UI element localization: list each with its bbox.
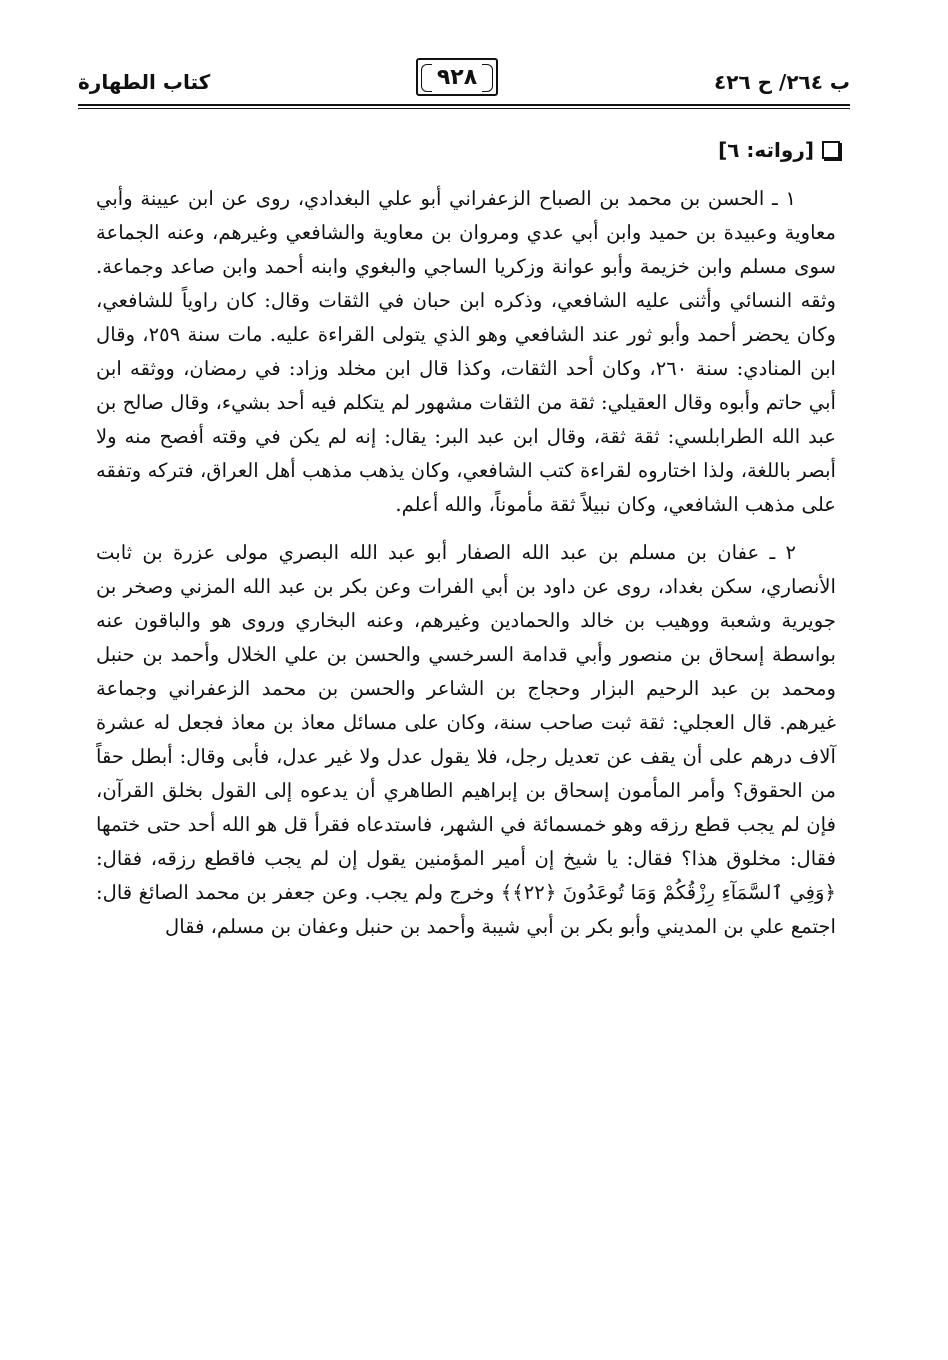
book-title: كتاب الطهارة — [78, 70, 211, 94]
narrator-paragraph: ٢ ـ عفان بن مسلم بن عبد الله الصفار أبو عبد الله البصري مولى عزرة بن ثابت الأنصاري، سكن بغداد، روى عن داود بن أبي الفرات وعن بكر بن عبد الله المزني وصخر بن جويرية وشعبة ووهيب بن خالد والحمادين وغيرهم، وعنه البخاري وروى هو والباقون عنه بواسطة إسحاق بن منصور وأبي قدامة السرخسي والحسن بن علي الخلال وأحمد بن حنبل ومحمد بن عبد الرحيم البزار وحجاج بن الشاعر والحسن بن محمد الزعفراني وجماعة غيرهم. قال العجلي: ثقة ثبت صاحب سنة، وكان على مسائل معاذ بن معاذ فجعل له عشرة آلاف درهم على أن يقف عن تعديل رجل، فلا يقول عدل ولا غير عدل، فأبى وقال: أبطل حقاً من الحقوق؟ وأمر المأمون إسحاق بن إبراهيم الطاهري أن يدعوه إلى القول بخلق القرآن، فإن لم يجب قطع رزقه وهو خمسمائة في الشهر، فاستدعاه فقرأ قل هو الله أحد حتى ختمها فقال: مخلوق هذا؟ فقال: يا شيخ إن أمير المؤمنين يقول إن لم يجب فاقطع رزقه، فقال: ﴿وَفِي ٱلسَّمَآءِ رِزْقُكُمْ وَمَا تُوعَدُونَ ﴿٢٢﴾﴾ وخرج ولم يجب. وعن جعفر بن محمد الصائغ قال: اجتمع علي بن المديني وأبو بكر بن أبي شيبة وأحمد بن حنبل وعفان بن مسلم، فقال — [96, 541, 836, 938]
page-number-frame — [416, 58, 498, 96]
section-heading — [718, 138, 840, 162]
header-divider — [78, 104, 850, 106]
page-header — [78, 58, 850, 102]
hadith-reference: ب ٢٦٤/ ح ٤٢٦ — [714, 70, 850, 94]
square-bullet-icon — [822, 141, 840, 159]
body-text — [96, 182, 836, 944]
section-heading-text: [رواته: ٦] — [718, 138, 814, 162]
header-divider-thin — [78, 108, 850, 109]
page-number: ٩٢٨ — [436, 64, 478, 90]
narrator-paragraph: ١ ـ الحسن بن محمد بن الصباح الزعفراني أبو علي البغدادي، روى عن ابن عيينة وأبي معاوية وعبيدة بن حميد وابن أبي عدي ومروان بن معاوية والشافعي وغيرهم، وعنه الجماعة سوى مسلم وابن خزيمة وأبو عوانة وزكريا الساجي والبغوي وابنه أحمد وابن صاعد وجماعة. وثقه النسائي وأثنى عليه الشافعي، وذكره ابن حبان في الثقات وقال: كان راوياً للشافعي، وكان يحضر أحمد وأبو ثور عند الشافعي وهو الذي يتولى القراءة عليه. مات سنة ٢٥٩، وقال ابن المنادي: سنة ٢٦٠، وكان أحد الثقات، وكذا قال ابن مخلد وزاد: في رمضان، ووثقه ابن أبي حاتم وأبوه وقال العقيلي: ثقة من الثقات مشهور لم يتكلم فيه أحد بشيء، وقال صالح بن عبد الله الطرابلسي: ثقة ثقة، وقال ابن عبد البر: يقال: إنه لم يكن في وقته أفصح منه ولا أبصر باللغة، ولذا اختاروه لقراءة كتب الشافعي، وكان يذهب مذهب أهل العراق، فتركه وتفقه على مذهب الشافعي، وكان نبيلاً ثقة مأموناً، والله أعلم. — [96, 187, 836, 516]
